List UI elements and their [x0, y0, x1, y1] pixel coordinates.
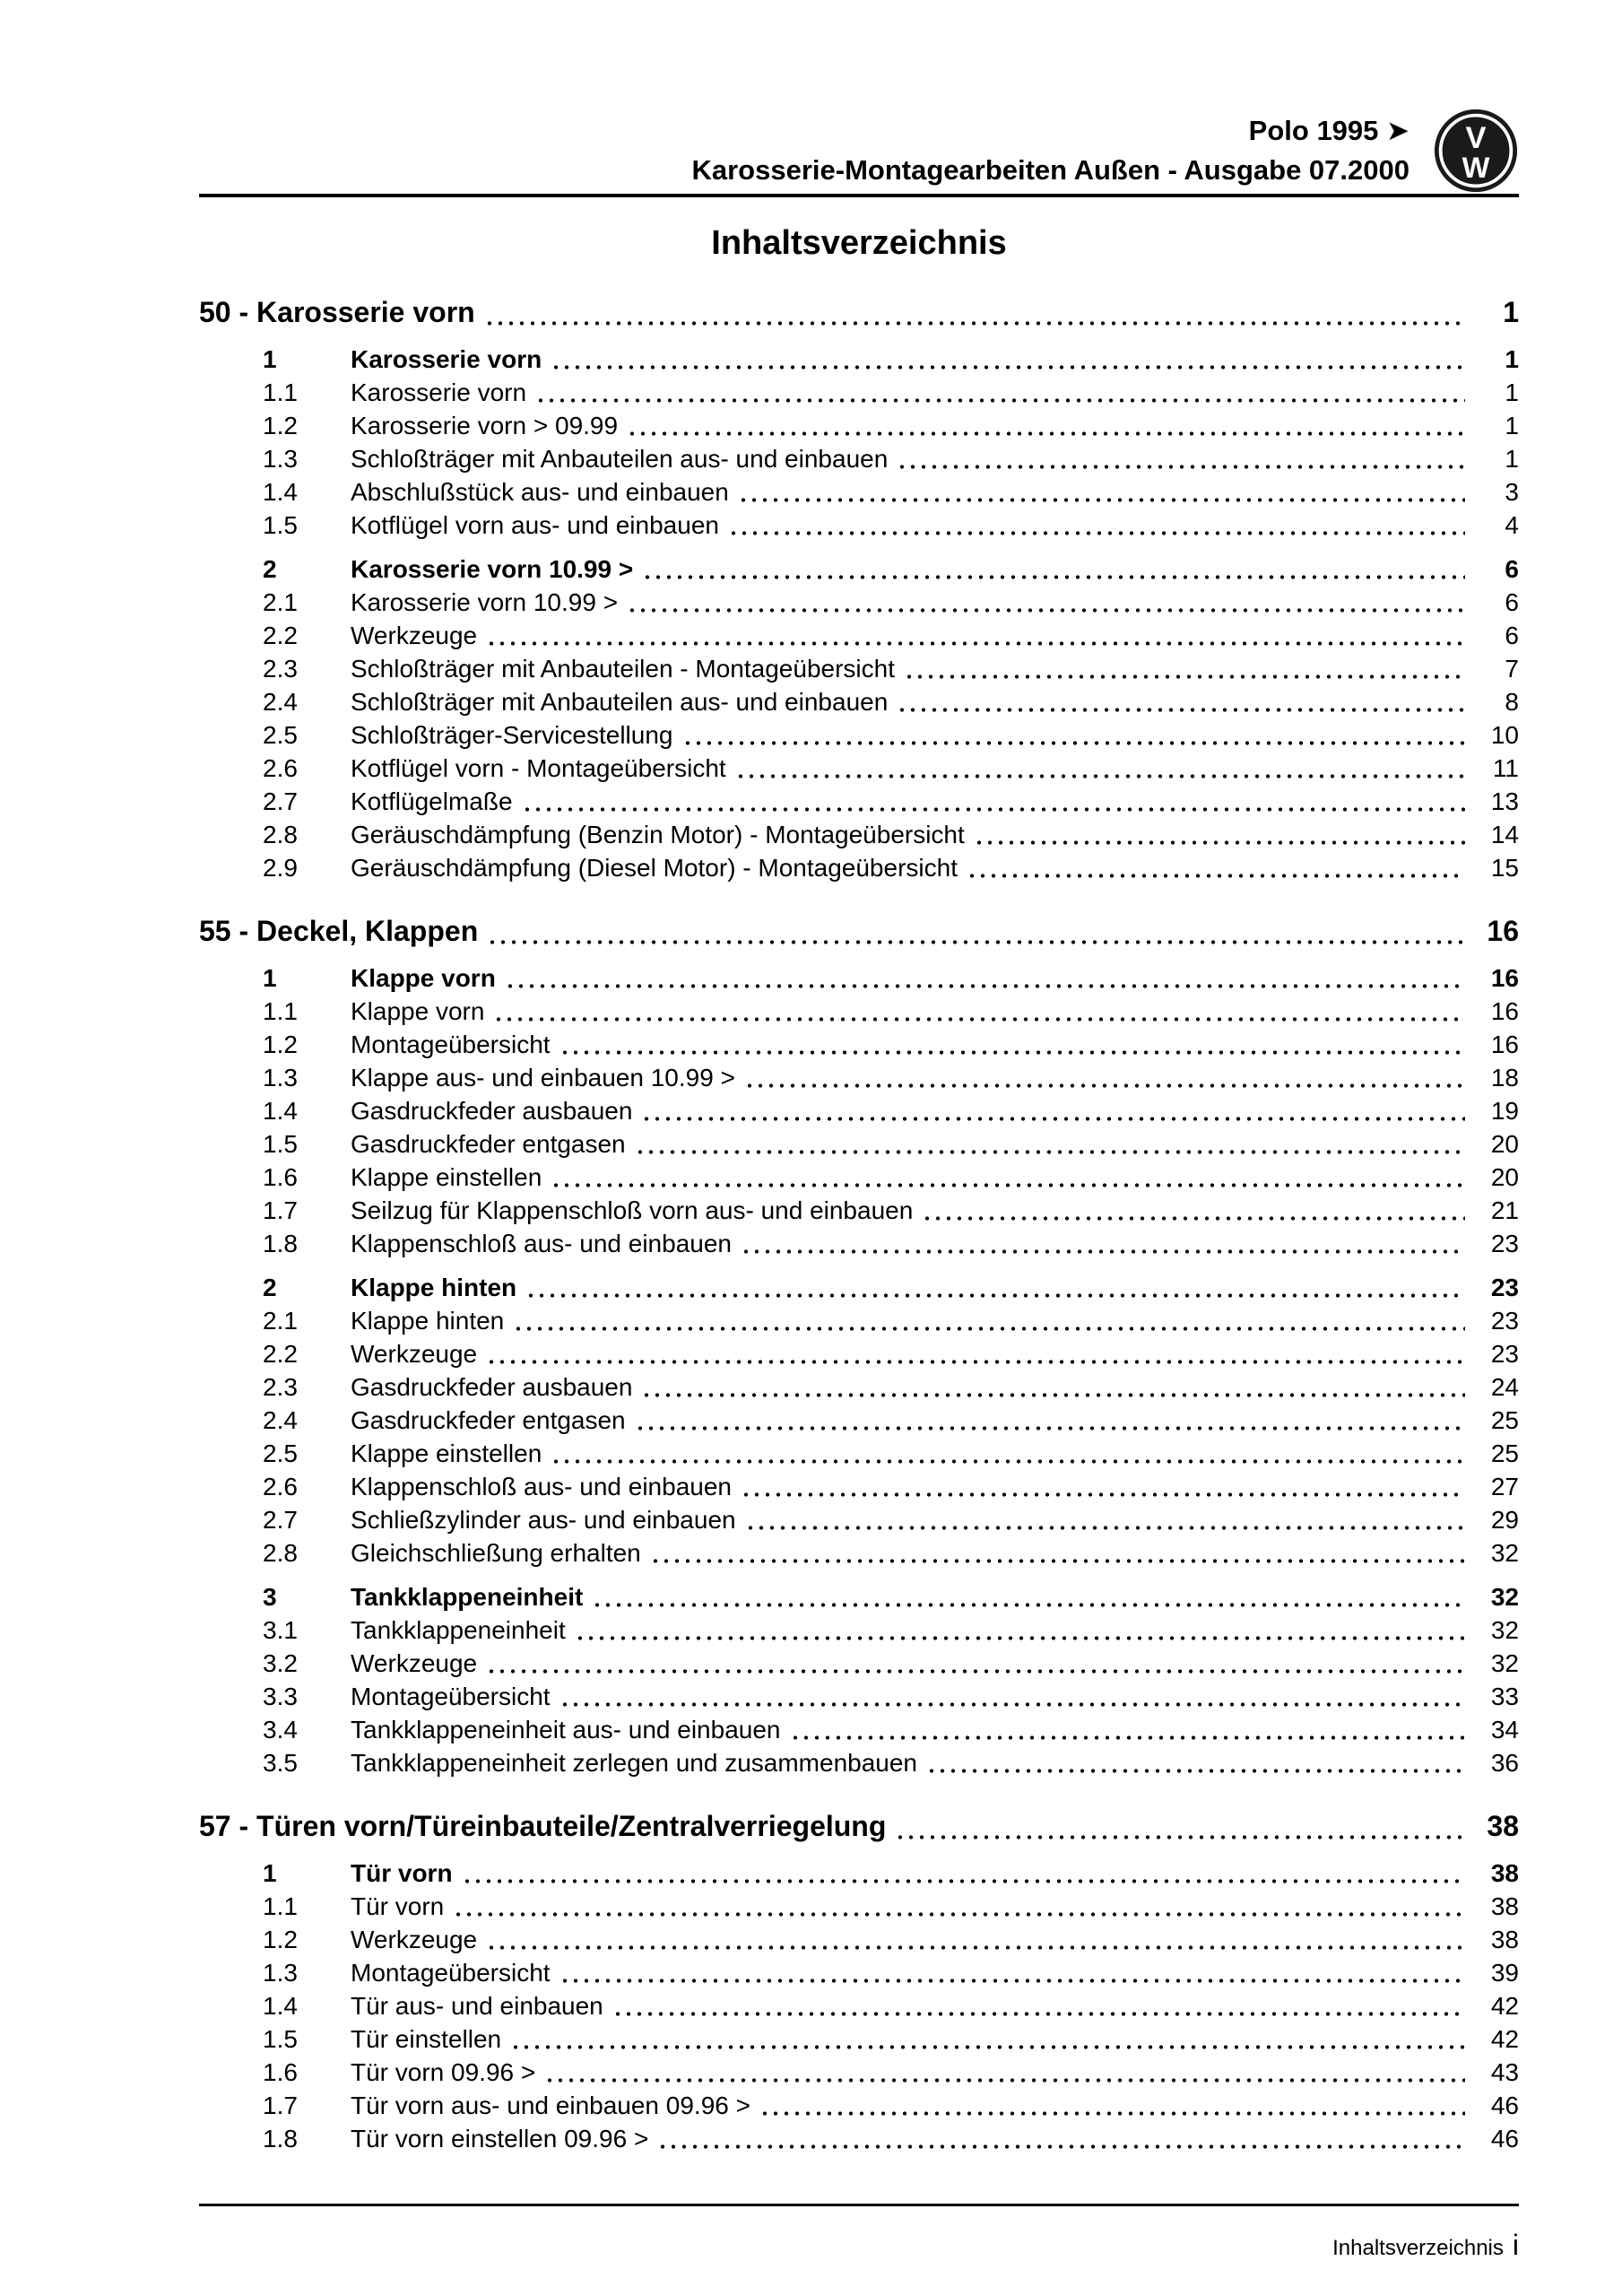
section-items	[199, 961, 1519, 1779]
item-page-number: 32	[1490, 1583, 1519, 1611]
item-page-number: 23	[1490, 1274, 1519, 1301]
item-title: Klappenschloß aus- und einbauen	[351, 1473, 732, 1500]
dot-leader	[741, 1470, 1465, 1503]
dot-leader	[510, 2022, 1465, 2056]
item-page-number: 16	[1490, 964, 1519, 992]
item-page-number: 3	[1505, 478, 1519, 506]
item-page-number: 23	[1490, 1307, 1519, 1335]
item-title: Klappe hinten	[351, 1274, 517, 1301]
dot-leader	[741, 1227, 1465, 1260]
item-page-number: 25	[1490, 1406, 1519, 1434]
item-number: 1.2	[263, 412, 298, 439]
item-page-number: 21	[1490, 1196, 1519, 1224]
page-title: Inhaltsverzeichnis	[711, 224, 1007, 262]
toc-row	[199, 851, 1519, 884]
item-number: 3.2	[263, 1649, 298, 1677]
item-title: Montageübersicht	[351, 1959, 551, 1987]
item-page-number: 27	[1490, 1473, 1519, 1500]
dot-leader	[682, 718, 1466, 752]
toc-row	[199, 619, 1519, 652]
toc-row	[199, 586, 1519, 619]
item-title: Gasdruckfeder entgasen	[351, 1130, 626, 1158]
item-title: Tür vorn einstellen 09.96 >	[351, 2125, 649, 2152]
item-title: Klappe aus- und einbauen 10.99 >	[351, 1064, 735, 1091]
item-number: 2.6	[263, 754, 298, 782]
item-number: 3.3	[263, 1683, 298, 1710]
item-page-number: 42	[1490, 2025, 1519, 2053]
document-title: Karosserie-Montagearbeiten Außen - Ausgabe 07.2000	[691, 154, 1409, 186]
dot-leader	[635, 1127, 1465, 1161]
header-divider	[199, 194, 1519, 197]
toc-row	[199, 1613, 1519, 1647]
toc-row	[199, 818, 1519, 851]
item-page-number: 25	[1490, 1439, 1519, 1467]
item-page-number: 16	[1490, 997, 1519, 1025]
toc-row	[199, 442, 1519, 475]
item-page-number: 20	[1490, 1163, 1519, 1191]
item-page-number: 4	[1505, 511, 1519, 539]
item-number: 1.2	[263, 1926, 298, 1953]
toc-row	[199, 552, 1519, 586]
item-page-number: 23	[1490, 1340, 1519, 1368]
item-number: 2.7	[263, 1506, 298, 1534]
item-page-number: 14	[1490, 821, 1519, 848]
toc-row	[199, 1437, 1519, 1470]
section-header-row	[199, 292, 1519, 332]
section-page-number: 1	[1503, 296, 1519, 328]
toc-row	[199, 409, 1519, 442]
model-title: Polo 1995 ➤	[1248, 115, 1409, 146]
toc-row	[199, 1647, 1519, 1680]
item-title: Klappe hinten	[351, 1307, 505, 1335]
section-items	[199, 1857, 1519, 2155]
dot-leader	[641, 1094, 1465, 1127]
item-title: Tankklappeneinheit zerlegen und zusammenbauen	[351, 1749, 917, 1777]
section-title: 55 - Deckel, Klappen	[199, 915, 479, 947]
item-title: Tür vorn 09.96 >	[351, 2058, 536, 2086]
item-number: 3.4	[263, 1716, 298, 1744]
item-number: 1.8	[263, 1230, 298, 1257]
section-items	[199, 343, 1519, 884]
item-title: Montageübersicht	[351, 1031, 551, 1058]
toc-row	[199, 1061, 1519, 1094]
toc-row	[199, 2122, 1519, 2155]
item-number: 2.5	[263, 1439, 298, 1467]
toc-row	[199, 1680, 1519, 1713]
item-page-number: 46	[1490, 2125, 1519, 2152]
dot-leader	[744, 1061, 1465, 1094]
toc-row	[199, 1304, 1519, 1337]
toc-row	[199, 343, 1519, 376]
item-title: Abschlußstück aus- und einbauen	[351, 478, 729, 506]
dot-leader	[759, 2089, 1465, 2122]
item-number: 2	[263, 555, 277, 583]
dot-leader	[926, 1746, 1465, 1779]
toc-row	[199, 752, 1519, 785]
dot-leader	[462, 1857, 1465, 1890]
toc-row	[199, 718, 1519, 752]
dot-leader	[535, 376, 1465, 409]
item-page-number: 38	[1490, 1859, 1519, 1887]
dot-leader	[486, 1647, 1465, 1680]
toc-section	[199, 1806, 1519, 2155]
item-number: 2.4	[263, 688, 298, 716]
dot-leader	[525, 1271, 1465, 1304]
item-title: Kotflügelmaße	[351, 787, 513, 815]
item-number: 2.1	[263, 1307, 298, 1335]
toc-row	[199, 995, 1519, 1028]
item-page-number: 7	[1505, 655, 1519, 683]
item-page-number: 33	[1490, 1683, 1519, 1710]
item-number: 1.6	[263, 2058, 298, 2086]
item-number: 2.1	[263, 588, 298, 616]
toc-row	[199, 2056, 1519, 2089]
item-title: Tankklappeneinheit	[351, 1616, 566, 1644]
toc-row	[199, 1956, 1519, 1989]
item-title: Tür aus- und einbauen	[351, 1992, 603, 2020]
item-page-number: 42	[1490, 1992, 1519, 2020]
dot-leader	[974, 818, 1465, 851]
dot-leader	[487, 911, 1465, 951]
item-page-number: 19	[1490, 1097, 1519, 1125]
toc-row	[199, 1370, 1519, 1404]
footer-page-marker: i	[1512, 2229, 1519, 2261]
item-title: Schloßträger mit Anbauteilen aus- und einbauen	[351, 688, 889, 716]
item-title: Tür vorn	[351, 1859, 453, 1887]
item-title: Klappe einstellen	[351, 1163, 542, 1191]
item-page-number: 1	[1505, 412, 1519, 439]
item-number: 2.2	[263, 1340, 298, 1368]
item-page-number: 6	[1505, 555, 1519, 583]
item-title: Tankklappeneinheit	[351, 1583, 584, 1611]
dot-leader	[575, 1613, 1465, 1647]
item-page-number: 20	[1490, 1130, 1519, 1158]
item-page-number: 1	[1505, 345, 1519, 373]
toc-row	[199, 1536, 1519, 1570]
dot-leader	[544, 2056, 1465, 2089]
item-title: Klappe einstellen	[351, 1439, 542, 1467]
item-title: Werkzeuge	[351, 1926, 478, 1953]
item-number: 2.3	[263, 655, 298, 683]
dot-leader	[559, 1956, 1465, 1989]
item-page-number: 43	[1490, 2058, 1519, 2086]
item-number: 1.5	[263, 1130, 298, 1158]
item-number: 2.4	[263, 1406, 298, 1434]
item-title: Kotflügel vorn aus- und einbauen	[351, 511, 719, 539]
item-number: 1	[263, 1859, 277, 1887]
item-page-number: 23	[1490, 1230, 1519, 1257]
item-page-number: 6	[1505, 622, 1519, 649]
item-number: 1.7	[263, 2092, 298, 2119]
item-number: 3.5	[263, 1749, 298, 1777]
dot-leader	[642, 552, 1465, 586]
item-number: 1.3	[263, 1959, 298, 1987]
item-title: Schloßträger mit Anbauteilen - Montageübersicht	[351, 655, 895, 683]
item-page-number: 8	[1505, 688, 1519, 716]
item-number: 1.5	[263, 2025, 298, 2053]
toc-row	[199, 1890, 1519, 1923]
dot-leader	[735, 752, 1465, 785]
item-page-number: 18	[1490, 1064, 1519, 1091]
item-page-number: 38	[1490, 1926, 1519, 1953]
item-title: Montageübersicht	[351, 1683, 551, 1710]
section-header-row	[199, 911, 1519, 951]
dot-leader	[967, 851, 1465, 884]
toc-row	[199, 1404, 1519, 1437]
toc-row	[199, 1923, 1519, 1956]
item-page-number: 34	[1490, 1716, 1519, 1744]
footer-divider	[199, 2204, 1519, 2206]
dot-leader	[627, 409, 1465, 442]
item-number: 2.6	[263, 1473, 298, 1500]
item-number: 1.4	[263, 478, 298, 506]
item-number: 3	[263, 1583, 277, 1611]
toc-row	[199, 376, 1519, 409]
dot-leader	[559, 1028, 1465, 1061]
dot-leader	[904, 652, 1465, 685]
item-title: Gasdruckfeder ausbauen	[351, 1373, 633, 1401]
item-title: Gasdruckfeder entgasen	[351, 1406, 626, 1434]
toc-row	[199, 1746, 1519, 1779]
item-title: Karosserie vorn 10.99 >	[351, 555, 634, 583]
item-number: 1.1	[263, 1892, 298, 1920]
dot-leader	[738, 475, 1465, 509]
item-number: 2.5	[263, 721, 298, 749]
dot-leader	[551, 343, 1465, 376]
item-number: 1	[263, 964, 277, 992]
toc-row	[199, 1161, 1519, 1194]
item-page-number: 6	[1505, 588, 1519, 616]
item-page-number: 16	[1490, 1031, 1519, 1058]
dot-leader	[897, 685, 1465, 718]
item-number: 2.9	[263, 854, 298, 882]
toc-row	[199, 1227, 1519, 1260]
header-text	[691, 111, 1409, 194]
toc-row	[199, 1094, 1519, 1127]
item-title: Geräuschdämpfung (Benzin Motor) - Montageübersicht	[351, 821, 965, 848]
dot-leader	[627, 586, 1465, 619]
toc-row	[199, 1580, 1519, 1613]
dot-leader	[728, 509, 1465, 542]
dot-leader	[505, 961, 1465, 995]
toc-row	[199, 1989, 1519, 2022]
item-number: 1.8	[263, 2125, 298, 2152]
item-title: Schloßträger-Servicestellung	[351, 721, 673, 749]
item-number: 2.2	[263, 622, 298, 649]
toc-row	[199, 2089, 1519, 2122]
item-number: 3.1	[263, 1616, 298, 1644]
item-title: Karosserie vorn > 09.99	[351, 412, 619, 439]
item-page-number: 36	[1490, 1749, 1519, 1777]
section-title: 57 - Türen vorn/Türeinbauteile/Zentralverriegelung	[199, 1810, 887, 1842]
toc-row	[199, 2022, 1519, 2056]
item-number: 1.7	[263, 1196, 298, 1224]
item-number: 1.1	[263, 378, 298, 406]
item-title: Klappenschloß aus- und einbauen	[351, 1230, 732, 1257]
item-title: Geräuschdämpfung (Diesel Motor) - Montageübersicht	[351, 854, 958, 882]
item-page-number: 1	[1505, 445, 1519, 473]
dot-leader	[522, 785, 1465, 818]
footer-label: Inhaltsverzeichnis	[1332, 2236, 1504, 2260]
dot-leader	[635, 1404, 1465, 1437]
dot-leader	[486, 1337, 1465, 1370]
toc-row	[199, 652, 1519, 685]
item-page-number: 10	[1490, 721, 1519, 749]
dot-leader	[897, 442, 1465, 475]
item-number: 2.8	[263, 821, 298, 848]
toc-row	[199, 1028, 1519, 1061]
toc-section	[199, 292, 1519, 884]
item-title: Tankklappeneinheit aus- und einbauen	[351, 1716, 781, 1744]
item-title: Schließzylinder aus- und einbauen	[351, 1506, 736, 1534]
item-title: Klappe vorn	[351, 964, 496, 992]
dot-leader	[657, 2122, 1465, 2155]
dot-leader	[592, 1580, 1465, 1613]
item-number: 2	[263, 1274, 277, 1301]
toc-row	[199, 509, 1519, 542]
item-title: Gleichschließung erhalten	[351, 1539, 641, 1567]
item-title: Tür vorn aus- und einbauen 09.96 >	[351, 2092, 750, 2119]
dot-leader	[612, 1989, 1465, 2022]
dot-leader	[650, 1536, 1465, 1570]
section-page-number: 16	[1487, 915, 1519, 947]
item-number: 1.5	[263, 511, 298, 539]
toc-section	[199, 911, 1519, 1779]
dot-leader	[745, 1503, 1465, 1536]
toc-row	[199, 1271, 1519, 1304]
item-title: Tür vorn	[351, 1892, 445, 1920]
item-page-number: 29	[1490, 1506, 1519, 1534]
dot-leader	[493, 995, 1465, 1028]
item-page-number: 39	[1490, 1959, 1519, 1987]
dot-leader	[922, 1194, 1465, 1227]
item-number: 2.8	[263, 1539, 298, 1567]
item-number: 1.6	[263, 1163, 298, 1191]
item-title: Werkzeuge	[351, 622, 478, 649]
dot-leader	[486, 619, 1465, 652]
dot-leader	[895, 1806, 1465, 1846]
page-footer	[1332, 2229, 1519, 2262]
section-page-number: 38	[1487, 1810, 1519, 1842]
item-page-number: 32	[1490, 1616, 1519, 1644]
item-title: Gasdruckfeder ausbauen	[351, 1097, 633, 1125]
dot-leader	[453, 1890, 1465, 1923]
item-number: 1.4	[263, 1992, 298, 2020]
toc-row	[199, 961, 1519, 995]
dot-leader	[484, 292, 1465, 332]
item-number: 1.3	[263, 445, 298, 473]
item-page-number: 24	[1490, 1373, 1519, 1401]
item-title: Werkzeuge	[351, 1340, 478, 1368]
toc-row	[199, 1470, 1519, 1503]
toc-row	[199, 1127, 1519, 1161]
dot-leader	[641, 1370, 1465, 1404]
item-page-number: 32	[1490, 1649, 1519, 1677]
toc-row	[199, 685, 1519, 718]
toc-row	[199, 1713, 1519, 1746]
item-number: 1.2	[263, 1031, 298, 1058]
dot-leader	[551, 1437, 1465, 1470]
item-title: Werkzeuge	[351, 1649, 478, 1677]
svg-text:V: V	[1465, 121, 1487, 156]
vw-logo-icon	[1433, 108, 1519, 194]
item-title: Karosserie vorn	[351, 378, 527, 406]
toc-row	[199, 1337, 1519, 1370]
toc-row	[199, 475, 1519, 509]
item-title: Seilzug für Klappenschloß vorn aus- und einbauen	[351, 1196, 914, 1224]
item-page-number: 46	[1490, 2092, 1519, 2119]
toc-row	[199, 1503, 1519, 1536]
item-title: Karosserie vorn	[351, 345, 542, 373]
section-header-row	[199, 1806, 1519, 1846]
dot-leader	[790, 1713, 1466, 1746]
item-number: 1.4	[263, 1097, 298, 1125]
item-title: Tür einstellen	[351, 2025, 502, 2053]
item-number: 2.3	[263, 1373, 298, 1401]
item-page-number: 11	[1492, 754, 1519, 782]
item-number: 1	[263, 345, 277, 373]
item-page-number: 32	[1490, 1539, 1519, 1567]
item-number: 1.3	[263, 1064, 298, 1091]
dot-leader	[513, 1304, 1465, 1337]
svg-text:W: W	[1462, 150, 1490, 184]
item-title: Kotflügel vorn - Montageübersicht	[351, 754, 726, 782]
toc-row	[199, 785, 1519, 818]
toc	[199, 292, 1519, 2155]
dot-leader	[559, 1680, 1465, 1713]
item-title: Klappe vorn	[351, 997, 485, 1025]
dot-leader	[551, 1161, 1465, 1194]
toc-row	[199, 1857, 1519, 1890]
item-page-number: 15	[1490, 854, 1519, 882]
item-number: 2.7	[263, 787, 298, 815]
item-title: Schloßträger mit Anbauteilen aus- und einbauen	[351, 445, 889, 473]
item-page-number: 13	[1490, 787, 1519, 815]
item-page-number: 38	[1490, 1892, 1519, 1920]
item-title: Karosserie vorn 10.99 >	[351, 588, 619, 616]
toc-row	[199, 1194, 1519, 1227]
dot-leader	[486, 1923, 1465, 1956]
section-title: 50 - Karosserie vorn	[199, 296, 475, 328]
item-page-number: 1	[1505, 378, 1519, 406]
item-number: 1.1	[263, 997, 298, 1025]
page-header	[199, 106, 1519, 194]
